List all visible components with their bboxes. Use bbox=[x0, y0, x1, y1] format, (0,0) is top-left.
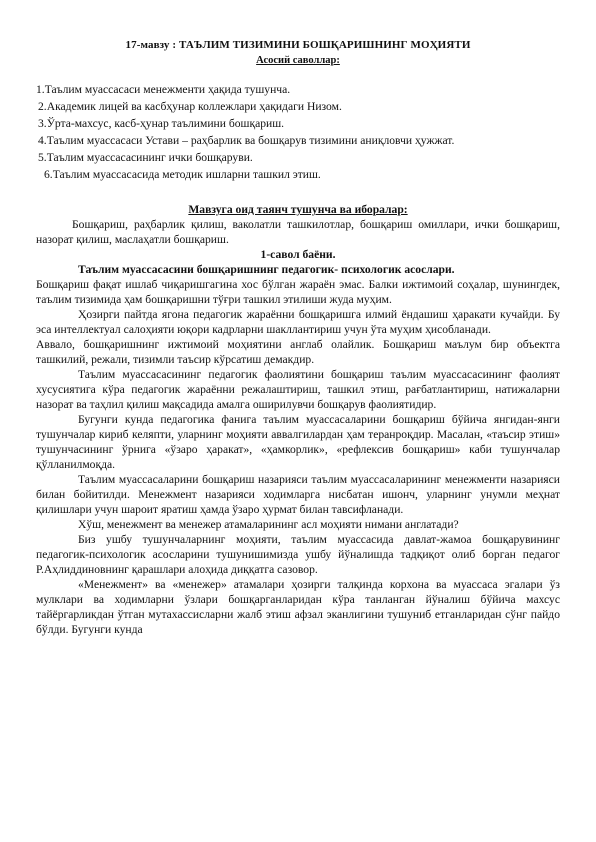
document-body bbox=[36, 202, 560, 637]
keywords-text: Бошқариш, раҳбарлик қилиш, ваколатли ташкилотлар, бошқариш омиллари, ички бошқариш, назорат қилиш, маслаҳатли бошқариш. bbox=[36, 218, 560, 246]
section-heading: 1-савол баёни. bbox=[260, 248, 336, 261]
paragraph: Бугунги кунда педагогика фанига таълим муассасаларини бошқариш бўйича янгидан-янги тушунчалар кириб келяпти, уларнинг моҳияти аввалгилардан ҳам теранроқдир. Масалан, «таъсир этиш» тушунчасининг ўрнига «ўзаро ҳаракат», «ҳамкорлик», «рефлексив бошқариш» каби тушунчалар қўлланилмоқда. bbox=[36, 413, 560, 471]
keywords-heading: Мавзуга оид таянч тушунча ва иборалар: bbox=[188, 203, 408, 216]
paragraph: Хўш, менежмент ва менежер атамаларининг асл моҳияти нимани англатади? bbox=[78, 518, 459, 531]
questions-list bbox=[36, 82, 556, 184]
paragraph: Аввало, бошқаришнинг ижтимоий моҳиятини англаб олайлик. Бошқариш маълум бир объектга ташкилий, режали, тизимли таъсир кўрсатиш демакдир. bbox=[36, 338, 560, 366]
paragraph: Биз ушбу тушунчаларнинг моҳияти, таълим муассасида давлат-жамоа бошқарувининг педагогик-психологик асосларини тушунишимизда ушбу йўналишда тадқиқот олиб борган педагог Р.Аҳлиддиновнинг қарашлари алоҳида диққатга сазовор. bbox=[36, 533, 560, 576]
question-item: 1.Таълим муассасаси менежменти ҳақида тушунча. bbox=[36, 83, 291, 96]
page-title: 17-мавзу : ТАЪЛИМ ТИЗИМИНИ БОШҚАРИШНИНГ МОҲИЯТИ bbox=[125, 39, 471, 51]
paragraph: Бошқариш фақат ишлаб чиқаришгагина хос бўлган жараён эмас. Балки ижтимоий соҳалар, шунингдек, таълим тизимида ҳам бошқаришни тўғри ташкил этилиши жуда муҳим. bbox=[36, 278, 560, 306]
question-item: 6.Таълим муассасасида методик ишларни ташкил этиш. bbox=[44, 168, 321, 181]
question-item: 5.Таълим муассасасининг ички бошқаруви. bbox=[38, 151, 253, 164]
main-questions-heading: Асосий саволлар: bbox=[256, 55, 340, 66]
paragraph: Ҳозирги пайтда ягона педагогик жараённи бошқаришга илмий ёндашиш ҳаракати кучайди. Бу эса интеллектуал салоҳияти юқори кадрларни шакллантириш учун ўта муҳим ҳисобланади. bbox=[36, 308, 560, 336]
paragraph: Таълим муассасаларини бошқариш назарияси таълим муассасаларининг менежменти назарияси билан бойитилди. Менежмент назарияси ходимларга нисбатан ишонч, уларнинг унумли меҳнат қилишлари учун шароит яратиш ҳамда ўзаро ҳурмат билан тавсифланади. bbox=[36, 473, 560, 516]
question-item: 4.Таълим муассасаси Устави – раҳбарлик ва бошқарув тизимини аниқловчи ҳужжат. bbox=[38, 134, 455, 147]
question-item: 3.Ўрта-махсус, касб-ҳунар таълимини бошқариш. bbox=[38, 117, 285, 130]
paragraph: «Менежмент» ва «менежер» атамалари ҳозирги талқинда корхона ва муассаса эгалари ўз мулклари ва ходимларни ўзлари бошқарганларидан кўра танланган йўналиш бўйича махсус тайёргарликдан ўтган мутахассисларни жалб этиш афзал эканлигини тушуниб етганларидан сўнг пайдо бўлди. Бугунги кунда bbox=[36, 578, 560, 636]
question-item: 2.Академик лицей ва касбҳунар коллежлари ҳақидаги Низом. bbox=[38, 100, 342, 113]
section-subheading: Таълим муассасасини бошқаришнинг педагогик- психологик асослари. bbox=[78, 263, 455, 276]
paragraph: Таълим муассасасининг педагогик фаолиятини бошқариш таълим муассасасининг фаолият хусусиятига кўра педагогик жараённи режалаштириш, ташкил этиш, рағбатлантириш, натижаларни назорат ва таҳлил қилиш мақсадида амалга оширилувчи бошқарув фаолиятидир. bbox=[36, 368, 560, 411]
